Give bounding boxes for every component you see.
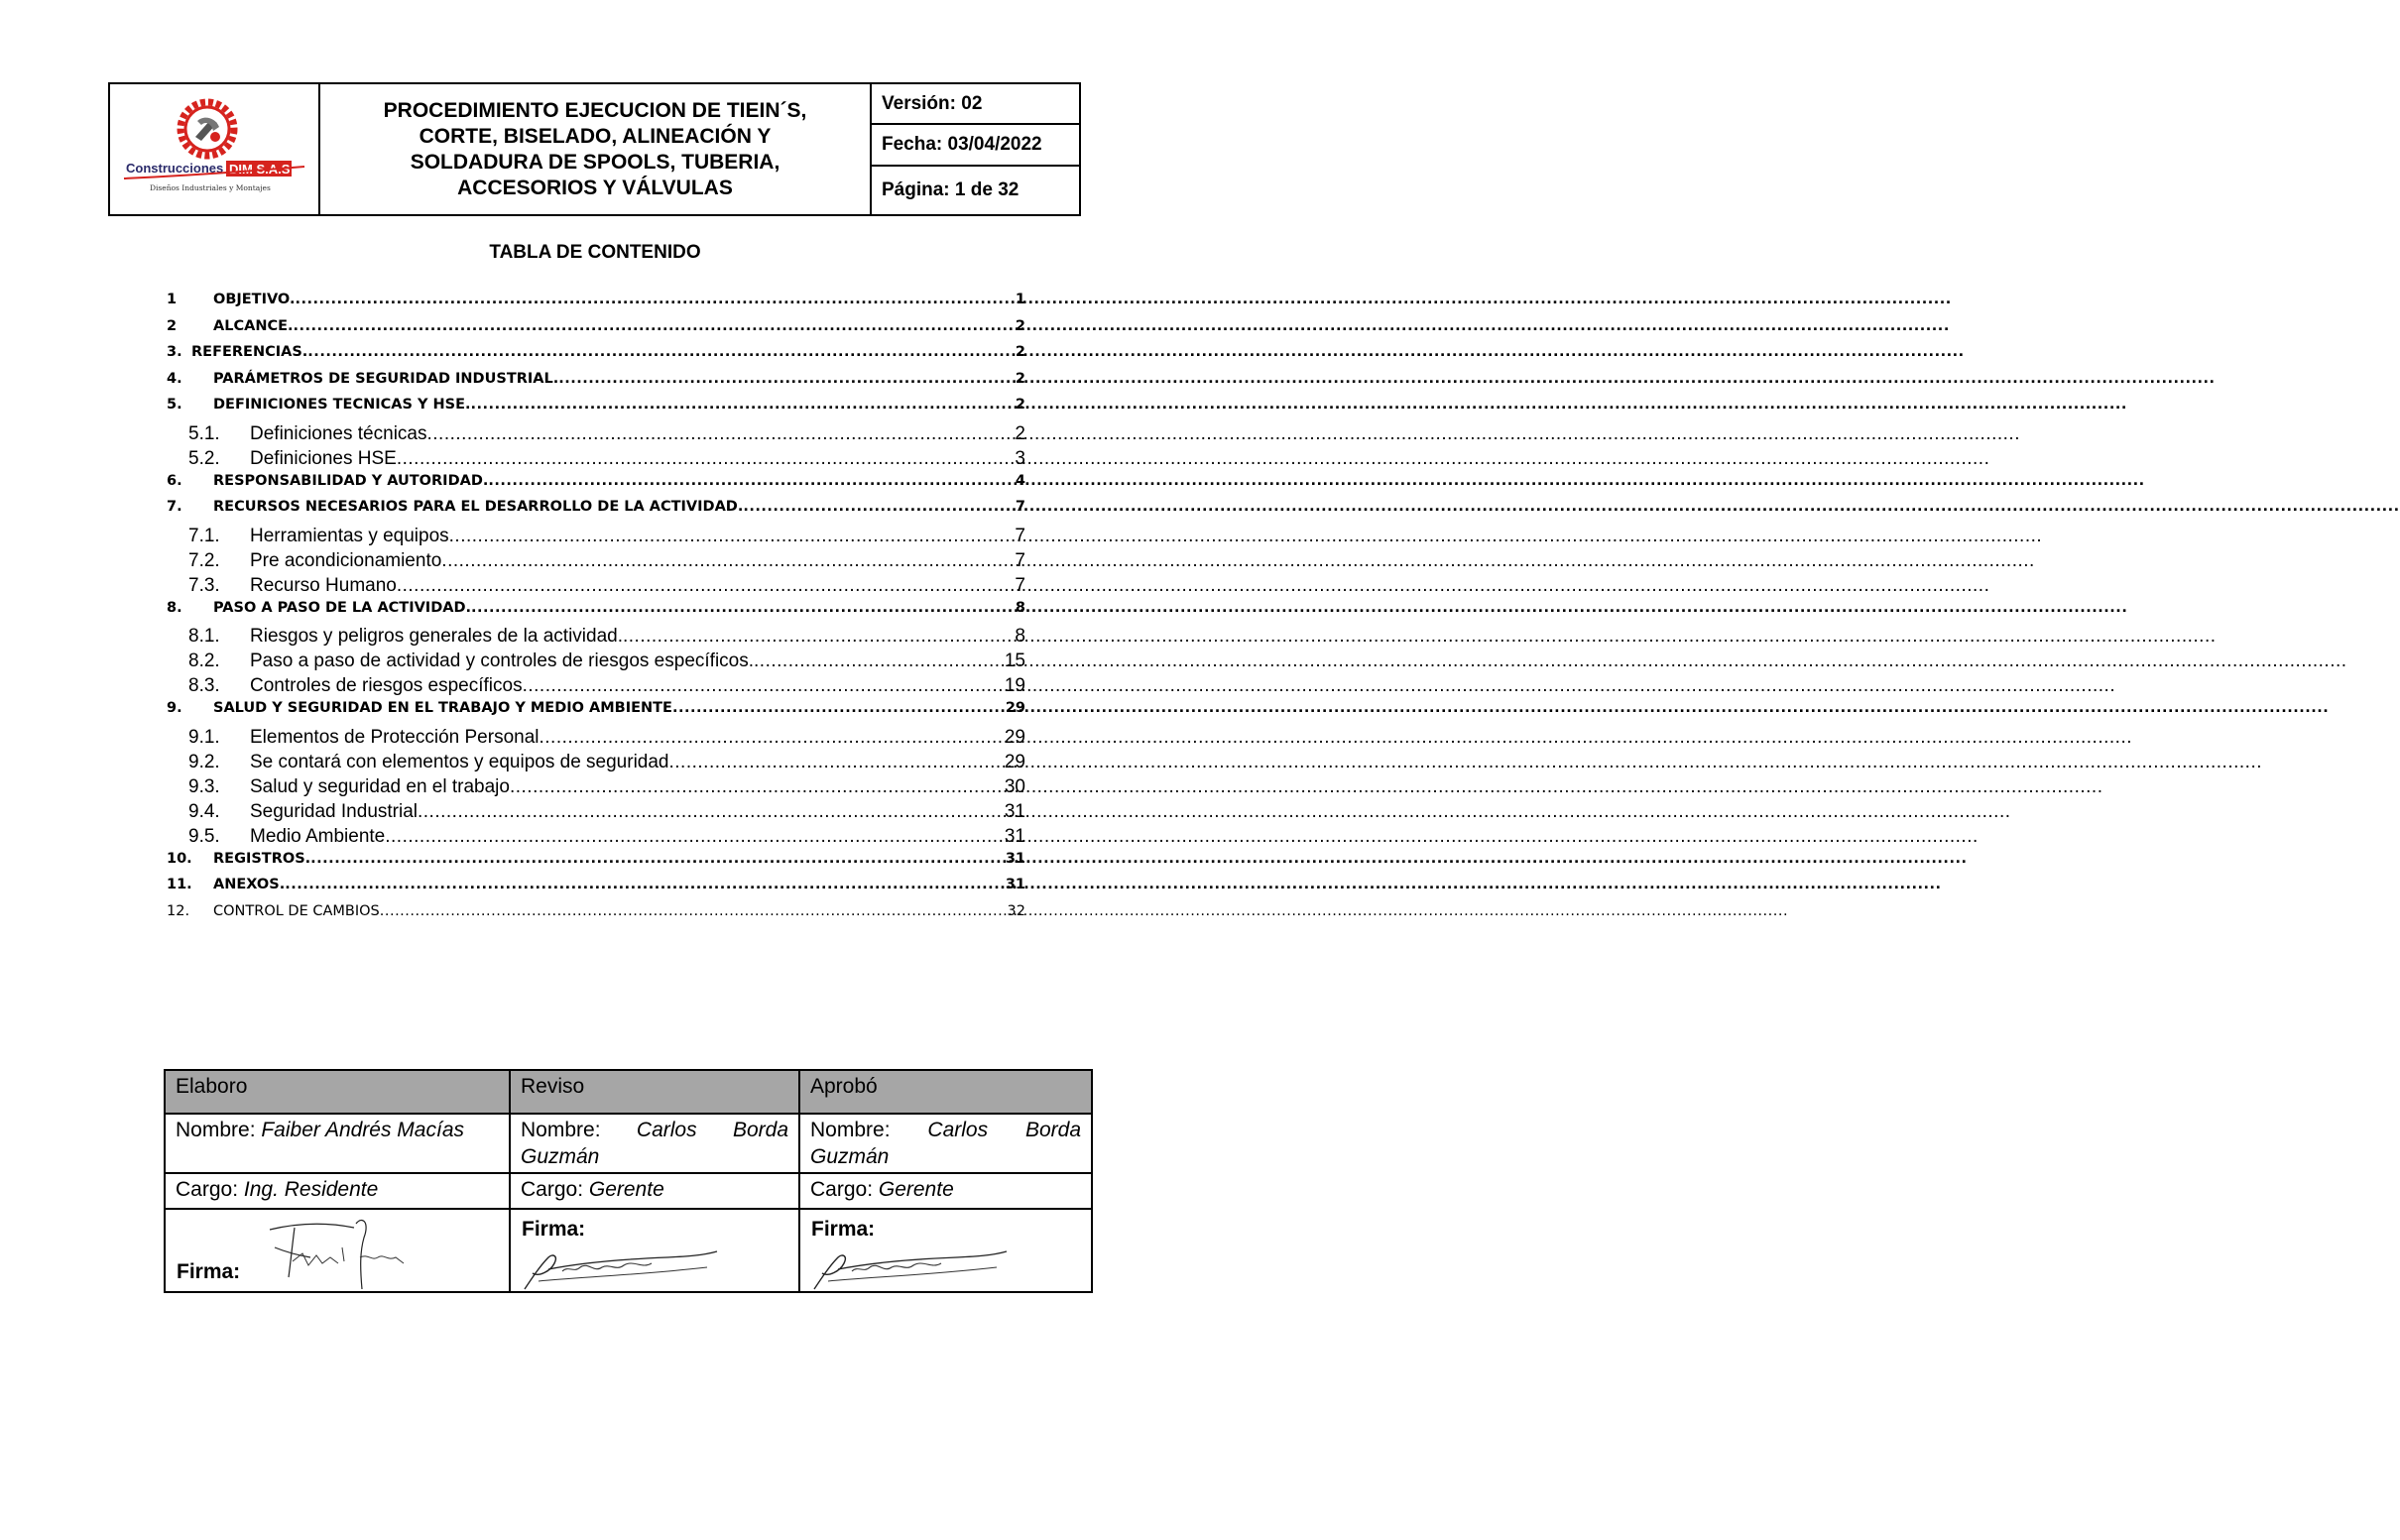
toc-leader: [307, 344, 1016, 360]
toc-entry[interactable]: [167, 700, 1025, 727]
handwritten-signature: [519, 1247, 727, 1293]
header-reviso: Reviso: [510, 1070, 799, 1114]
approval-cargo-row: [165, 1173, 1092, 1209]
handwritten-signature: [808, 1247, 1017, 1293]
title-line: PROCEDIMIENTO EJECUCION DE TIEIN´S,: [383, 98, 807, 122]
toc-subentry[interactable]: [167, 575, 1025, 600]
toc-entry-label: ANEXOS.: [213, 877, 286, 892]
toc-entry-label: DEFINICIONES TECNICAS Y HSE.: [213, 397, 471, 413]
toc-entry-label: CONTROL DE CAMBIOS: [213, 902, 380, 919]
header-elaboro: Elaboro: [165, 1070, 510, 1114]
toc-entry-label: Controles de riesgos específicos: [250, 675, 523, 696]
toc-entry-page: 2: [1015, 344, 1025, 360]
toc-entry-page: 30: [1004, 775, 1025, 797]
toc-entry-label: PARÁMETROS DE SEGURIDAD INDUSTRIAL.: [213, 370, 559, 387]
toc-subentry[interactable]: [167, 448, 1025, 473]
toc-entry-page: 2: [1015, 422, 1025, 444]
toc-subentry[interactable]: [167, 826, 1025, 851]
toc-entry-number: 5.1.: [188, 422, 220, 444]
cargo-prefix: Cargo:: [176, 1178, 244, 1201]
toc-entry-page: 31: [1004, 800, 1025, 822]
toc-leader: [669, 752, 1005, 773]
toc-subentry[interactable]: [167, 526, 1025, 550]
toc-entry-label: REFERENCIAS.: [191, 344, 308, 360]
toc-leader: [488, 473, 1016, 489]
toc-leader: [310, 851, 1006, 867]
toc-entry-page: 1: [1015, 292, 1025, 307]
toc-entry-page: 29: [1004, 751, 1025, 772]
toc-title: TABLA DE CONTENIDO: [489, 242, 701, 263]
toc-entry-page: 4: [1015, 472, 1025, 489]
toc-entry-number: 7.2.: [188, 549, 220, 571]
firma-label: Firma:: [811, 1218, 876, 1241]
signature-cell: [510, 1209, 799, 1292]
company-logo: [120, 95, 308, 204]
toc-entry-number: 7.1.: [188, 525, 220, 546]
toc-entry-number: 4.: [167, 370, 182, 387]
logo-cell: [110, 84, 320, 214]
toc-entry-label: Definiciones HSE: [250, 447, 397, 469]
toc-leader: [523, 675, 1005, 697]
name-cell: [165, 1114, 510, 1173]
toc-entry-page: 19: [1004, 675, 1025, 696]
cargo-cell: [799, 1173, 1092, 1209]
logo-brand: Construcciones: [126, 160, 224, 176]
person-name: Faiber Andrés Macías: [261, 1119, 464, 1141]
firma-label: Firma:: [522, 1218, 586, 1241]
toc-subentry[interactable]: [167, 727, 1025, 752]
toc-entry[interactable]: [167, 344, 1025, 371]
toc-entry-label: Salud y seguridad en el trabajo: [250, 775, 510, 797]
toc-leader: [295, 292, 1015, 307]
toc-entry[interactable]: [167, 371, 1025, 398]
toc-entry-page: 29: [1004, 726, 1025, 748]
toc-entry-number: 9.: [167, 700, 182, 716]
title-line: SOLDADURA DE SPOOLS, TUBERIA,: [410, 150, 780, 174]
toc-entry-label: Paso a paso de actividad y controles de riesgos específicos.: [250, 651, 755, 671]
toc-entry-page: 7: [1015, 525, 1025, 546]
toc-entry-number: 9.2.: [188, 751, 220, 772]
toc-entry-number: 7.3.: [188, 574, 220, 596]
logo-highlight: DIM S.A.S: [229, 161, 291, 177]
toc-entry-page: 15: [1004, 651, 1025, 671]
page-label: Página: 1 de 32: [882, 179, 1020, 200]
toc-leader: [294, 318, 1016, 334]
toc-entry-number: 10.: [167, 850, 192, 867]
toc-entry-page: 2: [1015, 317, 1025, 334]
toc-entry-label: Pre acondicionamiento: [250, 549, 442, 571]
toc-entry-label: REGISTROS.: [213, 850, 311, 867]
toc-entry-page: 3: [1015, 447, 1025, 469]
toc-entry-number: 9.5.: [188, 825, 220, 847]
toc-entry-page: 7: [1015, 549, 1025, 571]
handwritten-signature: [265, 1218, 414, 1297]
toc-entry-number: 9.1.: [188, 726, 220, 748]
name-prefix: Nombre:: [810, 1119, 928, 1141]
toc-leader: [558, 371, 1016, 387]
signature-cell: [799, 1209, 1092, 1292]
name-cell: [510, 1114, 799, 1173]
toc-leader: [672, 700, 1006, 716]
toc-entry-label: Elementos de Protección Personal: [250, 726, 540, 748]
toc-entry-page: 8: [1015, 626, 1025, 647]
document-meta: [872, 84, 1079, 214]
name-prefix: Nombre:: [521, 1119, 637, 1141]
approval-table: [164, 1069, 1093, 1293]
toc-subentry[interactable]: [167, 776, 1025, 801]
toc-entry-label: OBJETIVO.: [213, 292, 296, 307]
document-header: [108, 82, 1081, 216]
cargo-cell: [165, 1173, 510, 1209]
name-cell: [799, 1114, 1092, 1173]
toc-entry[interactable]: [167, 877, 1025, 903]
toc-entry-number: 5.: [167, 397, 182, 413]
toc-subentry[interactable]: [167, 752, 1025, 776]
toc-entry-page: 32: [1007, 902, 1025, 919]
date-label: Fecha: 03/04/2022: [872, 125, 1079, 167]
toc-entry-page: 2: [1015, 370, 1025, 387]
toc-leader: [397, 448, 1016, 470]
toc-entry-number: 8.2.: [188, 651, 220, 671]
toc-entry-label: RESPONSABILIDAD Y AUTORIDAD.: [213, 472, 489, 489]
toc-entry-number: 3.: [167, 344, 182, 360]
cargo-cell: [510, 1173, 799, 1209]
toc-entry-page: 8: [1015, 599, 1025, 616]
toc-entry-label: PASO A PASO DE LA ACTIVIDAD.: [213, 599, 472, 616]
toc-entry-page: 2: [1015, 397, 1025, 413]
toc-entry[interactable]: [167, 499, 1025, 526]
cargo-value: Ing. Residente: [243, 1178, 379, 1201]
approval-signature-row: [165, 1209, 1092, 1292]
signature-cell: [165, 1209, 510, 1292]
toc-subentry[interactable]: [167, 675, 1025, 700]
toc-subentry[interactable]: [167, 423, 1025, 448]
toc-entry[interactable]: [167, 318, 1025, 345]
toc-entry-number: 8.3.: [188, 675, 220, 696]
person-name: Carlos Borda Guzmán: [521, 1119, 788, 1168]
toc-entry-number: 11.: [167, 877, 192, 892]
toc-entry-label: Riesgos y peligros generales de la actividad.: [250, 626, 623, 647]
toc-leader: [397, 575, 1016, 597]
toc-entry-label: Recurso Humano: [250, 574, 397, 596]
person-name: Carlos Borda Guzmán: [810, 1119, 1081, 1168]
version-label: Versión: 02: [872, 84, 1079, 125]
toc-entry-label: Seguridad Industrial: [250, 800, 418, 822]
toc-entry-label: RECURSOS NECESARIOS PARA EL DESARROLLO DE LA ACTIVIDAD.: [213, 499, 744, 515]
cargo-value: Gerente: [878, 1178, 954, 1201]
toc-subentry[interactable]: [167, 651, 1025, 675]
toc-leader: [449, 526, 1016, 547]
toc-leader: [754, 651, 1005, 672]
toc-entry[interactable]: [167, 851, 1025, 878]
toc-leader: [426, 423, 1015, 445]
toc-entry-page: 29: [1005, 700, 1025, 716]
title-line: ACCESORIOS Y VÁLVULAS: [457, 176, 733, 199]
toc-entry-page: 31: [1005, 877, 1025, 892]
toc-entry[interactable]: [167, 903, 1025, 930]
toc-leader: [510, 776, 1005, 798]
toc-entry-number: 12.: [167, 902, 190, 919]
toc-entry-number: 2: [167, 317, 178, 334]
header-aprobo: Aprobó: [799, 1070, 1092, 1114]
document-title: [320, 84, 872, 214]
toc-entry-number: 1: [167, 292, 178, 307]
toc-entry[interactable]: [167, 292, 1025, 318]
toc-entry-label: SALUD Y SEGURIDAD EN EL TRABAJO Y MEDIO AMBIENTE: [213, 700, 672, 716]
toc-leader: [285, 877, 1006, 892]
toc-entry-page: 31: [1005, 850, 1025, 867]
toc-entry-number: 6.: [167, 472, 182, 489]
toc-entry[interactable]: [167, 600, 1025, 627]
toc-subentry[interactable]: [167, 801, 1025, 826]
toc-entry-number: 7.: [167, 499, 182, 515]
toc-leader: [623, 626, 1015, 648]
toc-entry-number: 5.2.: [188, 447, 220, 469]
toc-entry-number: 9.3.: [188, 775, 220, 797]
toc-leader: [743, 499, 1016, 515]
cargo-value: Gerente: [588, 1178, 664, 1201]
firma-label: Firma:: [177, 1260, 241, 1283]
toc-entry-label: Medio Ambiente: [250, 825, 386, 847]
toc-entry-label: ALCANCE.: [213, 317, 294, 334]
toc-entry-number: 8.1.: [188, 626, 220, 647]
toc-leader: [418, 801, 1005, 823]
toc-leader: [471, 600, 1016, 616]
toc-subentry[interactable]: [167, 550, 1025, 575]
toc-entry-page: 7: [1015, 574, 1025, 596]
toc-leader: [540, 727, 1005, 749]
toc-entry-label: Definiciones técnicas: [250, 422, 427, 444]
toc-entry-label: Herramientas y equipos: [250, 525, 449, 546]
cargo-prefix: Cargo:: [521, 1178, 589, 1201]
toc-entry[interactable]: [167, 397, 1025, 423]
approval-names-row: [165, 1114, 1092, 1173]
toc-leader: [380, 903, 1008, 919]
toc-entry-page: 31: [1004, 825, 1025, 847]
toc-leader: [385, 826, 1005, 848]
toc-leader: [441, 550, 1015, 572]
toc-entry-number: 8.: [167, 599, 182, 616]
logo-tagline: Diseños Industriales y Montajes: [150, 182, 271, 192]
toc-entry-number: 9.4.: [188, 800, 220, 822]
toc-entry-label: Se contará con elementos y equipos de seguridad: [250, 751, 669, 772]
approval-header-row: [165, 1070, 1092, 1114]
table-of-contents: [167, 292, 1025, 929]
toc-subentry[interactable]: [167, 626, 1025, 651]
toc-entry[interactable]: [167, 473, 1025, 500]
cargo-prefix: Cargo:: [810, 1178, 879, 1201]
toc-entry-page: 7: [1015, 499, 1025, 515]
title-line: CORTE, BISELADO, ALINEACIÓN Y: [419, 124, 772, 148]
name-prefix: Nombre:: [176, 1119, 262, 1141]
toc-leader: [471, 397, 1016, 413]
